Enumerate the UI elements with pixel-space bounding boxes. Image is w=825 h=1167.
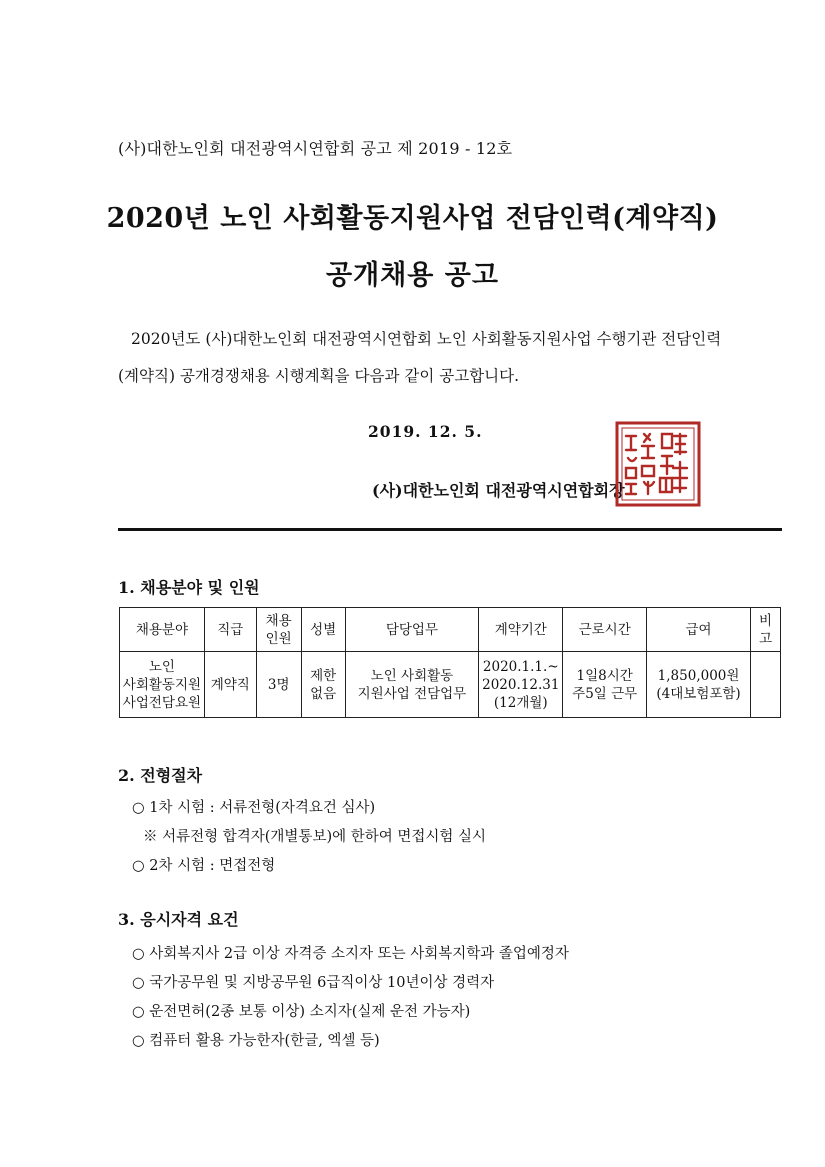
section-heading-selection: 2. 전형절차 — [118, 766, 203, 785]
table-cell-text: 2020.12.31 — [482, 676, 560, 693]
column-header — [479, 608, 563, 652]
section-divider — [118, 528, 782, 531]
table-cell-text: 노인 — [148, 658, 175, 675]
table-header-row — [120, 608, 781, 652]
document-subtitle: 공개채용 공고 — [326, 260, 499, 291]
column-header-text: 직급 — [217, 621, 244, 638]
column-header-text: 채용분야 — [135, 621, 188, 638]
official-seal-stamp — [614, 420, 702, 508]
column-header-text: 채용 — [265, 612, 292, 629]
column-header — [204, 608, 256, 652]
table-cell — [563, 652, 647, 718]
signer-name: (사)대한노인회 대전광역시연합회장 — [372, 481, 625, 500]
table-cell — [751, 652, 781, 718]
table-cell-text: 사업전담요원 — [122, 694, 202, 711]
column-header-text: 인원 — [265, 630, 292, 647]
table-cell — [120, 652, 205, 718]
table-cell — [256, 652, 301, 718]
table-cell-text: 지원사업 전담업무 — [357, 685, 467, 702]
column-header-text: 고 — [758, 630, 773, 647]
table-cell — [345, 652, 479, 718]
table-cell-text: 1,850,000원 — [657, 667, 740, 684]
table-cell — [301, 652, 345, 718]
section-heading-recruitment: 1. 채용분야 및 인원 — [118, 578, 260, 597]
column-header — [120, 608, 205, 652]
column-header-text: 비 — [758, 612, 773, 629]
table-cell-text: 제한 — [310, 667, 337, 684]
table-body — [120, 652, 781, 718]
document-title: 2020년 노인 사회활동지원사업 전담인력(계약직) — [106, 203, 719, 234]
column-header — [301, 608, 345, 652]
column-header — [751, 608, 781, 652]
qualification-item: ○ 컴퓨터 활용 가능한자(한글, 엑셀 등) — [132, 1033, 380, 1049]
intro-line-1: 2020년도 (사)대한노인회 대전광역시연합회 노인 사회활동지원사업 수행기관 전담인력 — [131, 330, 722, 348]
table-cell-text: 2020.1.1.~ — [482, 658, 559, 675]
column-header — [563, 608, 647, 652]
table-cell-text: 사회활동지원 — [122, 676, 202, 693]
qualification-item: ○ 운전면허(2종 보통 이상) 소지자(실제 운전 가능자) — [132, 1004, 471, 1020]
table-cell-text: (4대보험포함) — [656, 685, 741, 702]
intro-line-2: (계약직) 공개경쟁채용 시행계획을 다음과 같이 공고합니다. — [118, 367, 520, 385]
column-header — [256, 608, 301, 652]
column-header-text: 계약기간 — [494, 621, 547, 638]
notice-date: 2019. 12. 5. — [368, 422, 483, 441]
table-cell — [647, 652, 751, 718]
column-header-text: 담당업무 — [385, 621, 439, 638]
table-cell-text: (12개월) — [493, 694, 548, 711]
table-cell — [204, 652, 256, 718]
column-header-text: 급여 — [685, 621, 712, 638]
table-cell-text: 3명 — [267, 676, 290, 693]
table-cell — [479, 652, 563, 718]
notice-number: (사)대한노인회 대전광역시연합회 공고 제 2019 - 12호 — [118, 139, 513, 158]
qualification-item: ○ 사회복지사 2급 이상 자격증 소지자 또는 사회복지학과 졸업예정자 — [132, 946, 569, 962]
selection-note: ※ 서류전형 합격자(개별통보)에 한하여 면접시험 실시 — [143, 829, 487, 845]
table-cell-text: 계약직 — [210, 676, 250, 693]
selection-step-1: ○ 1차 시험 : 서류전형(자격요건 심사) — [132, 800, 376, 816]
column-header-text: 근로시간 — [578, 621, 631, 638]
section-heading-qualifications: 3. 응시자격 요건 — [118, 910, 239, 929]
qualification-item: ○ 국가공무원 및 지방공무원 6급직이상 10년이상 경력자 — [132, 975, 495, 991]
table-cell-text: 없음 — [310, 685, 337, 702]
table-cell-text: 노인 사회활동 — [370, 667, 454, 684]
selection-step-2: ○ 2차 시험 : 면접전형 — [132, 858, 276, 874]
column-header — [345, 608, 479, 652]
recruitment-table — [119, 607, 781, 718]
table-row — [120, 652, 781, 718]
table-cell-text: 주5일 근무 — [572, 685, 638, 702]
table-header — [120, 608, 781, 652]
table-cell-text: 1일8시간 — [576, 667, 633, 684]
column-header — [647, 608, 751, 652]
column-header-text: 성별 — [310, 621, 337, 638]
